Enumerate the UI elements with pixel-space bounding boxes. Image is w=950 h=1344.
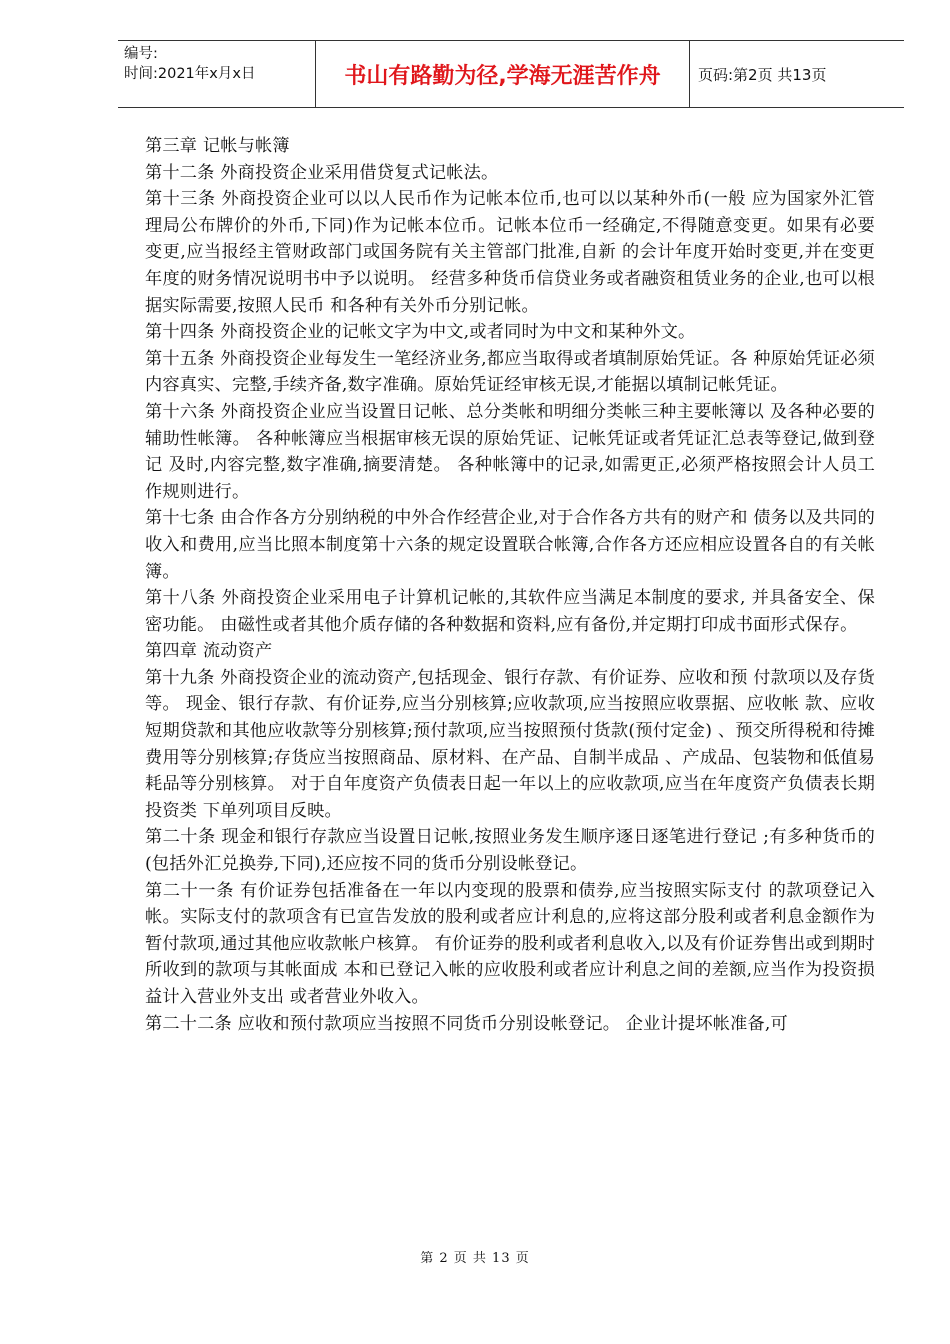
page-footer: 第 2 页 共 13 页 bbox=[420, 1251, 530, 1266]
article-20: 第二十条 现金和银行存款应当设置日记帐,按照业务发生顺序逐日逐笔进行登记 ;有多种货币的(包括外汇兑换券,下同),还应按不同的货币分别设帐登记。 bbox=[145, 827, 875, 875]
document-body bbox=[145, 133, 875, 1037]
article-21: 第二十一条 有价证券包括准备在一年以内变现的股票和债券,应当按照实际支付 的款项登记入帐。实际支付的款项含有已宣告发放的股利或者应计利息的,应将这部分股利或者利息金额作为暂付款项,通过其他应收款帐户核算。 有价证券的股利或者利息收入,以及有价证券售出或到期时所收到的款项与其帐面成 本和已登记入帐的应收股利或者应计利息之间的差额,应当作为投资损益计入营业外支出 或者营业外收入。 bbox=[145, 880, 875, 1007]
article-13: 第十三条 外商投资企业可以以人民币作为记帐本位币,也可以以某种外币(一般 应为国家外汇管理局公布牌价的外币,下同)作为记帐本位币。记帐本位币一经确定,不得随意变更。如果有必要变更,应当报经主管财政部门或国务院有关主管部门批准,自新 的会计年度开始时变更,并在变更年度的财务情况说明书中予以说明。 经营多种货币信贷业务或者融资租赁业务的企业,也可以根据实际需要,按照人民币 和各种有关外币分别记帐。 bbox=[145, 189, 875, 316]
header-info-cell bbox=[118, 41, 315, 107]
article-16: 第十六条 外商投资企业应当设置日记帐、总分类帐和明细分类帐三种主要帐簿以 及各种必要的辅助性帐簿。 各种帐簿应当根据审核无误的原始凭证、记帐凭证或者凭证汇总表等登记,做到登记 及时,内容完整,数字准确,摘要清楚。 各种帐簿中的记录,如需更正,必须严格按照会计人员工作规则进行。 bbox=[145, 401, 875, 502]
article-15: 第十五条 外商投资企业每发生一笔经济业务,都应当取得或者填制原始凭证。各 种原始凭证必须内容真实、完整,手续齐备,数字准确。原始凭证经审核无误,才能据以填制记帐凭证。 bbox=[145, 348, 875, 396]
header-motto: 书山有路勤为径,学海无涯苦作舟 bbox=[315, 41, 690, 107]
date-label: 时间:2021年x月x日 bbox=[124, 66, 256, 82]
article-19: 第十九条 外商投资企业的流动资产,包括现金、银行存款、有价证券、应收和预 付款项以及存货等。 现金、银行存款、有价证券,应当分别核算;应收款项,应当按照应收票据、应收帐 款、应收短期贷款和其他应收款等分别核算;预付款项,应当按照预付货款(预付定金) 、预交所得税和待摊费用等分别核算;存货应当按照商品、原材料、在产品、自制半成品 、产成品、包装物和低值易耗品等分别核算。 对于自年度资产负债表日起一年以上的应收款项,应当在年度资产负债表长期投资类 下单列项目反映。 bbox=[145, 667, 875, 821]
article-14: 第十四条 外商投资企业的记帐文字为中文,或者同时为中文和某种外文。 bbox=[145, 322, 696, 343]
article-22: 第二十二条 应收和预付款项应当按照不同货币分别设帐登记。 企业计提坏帐准备,可 bbox=[145, 1013, 788, 1034]
page-header bbox=[118, 40, 904, 108]
chapter-heading: 第四章 流动资产 bbox=[145, 641, 273, 662]
article-18: 第十八条 外商投资企业采用电子计算机记帐的,其软件应当满足本制度的要求, 并具备安全、保密功能。 由磁性或者其他介质存储的各种数据和资料,应有备份,并定期打印成书面形式保存。 bbox=[145, 588, 875, 635]
chapter-heading: 第三章 记帐与帐簿 bbox=[145, 136, 290, 156]
article-17: 第十七条 由合作各方分别纳税的中外合作经营企业,对于合作各方共有的财产和 债务以及共同的收入和费用,应当比照本制度第十六条的规定设置联合帐簿,合作各方还应相应设置各自的有关帐簿。 bbox=[145, 508, 875, 582]
header-page-number: 页码:第2页 共13页 bbox=[698, 65, 827, 84]
article-12: 第十二条 外商投资企业采用借贷复式记帐法。 bbox=[145, 162, 499, 183]
serial-number-label: 编号: bbox=[124, 46, 158, 62]
